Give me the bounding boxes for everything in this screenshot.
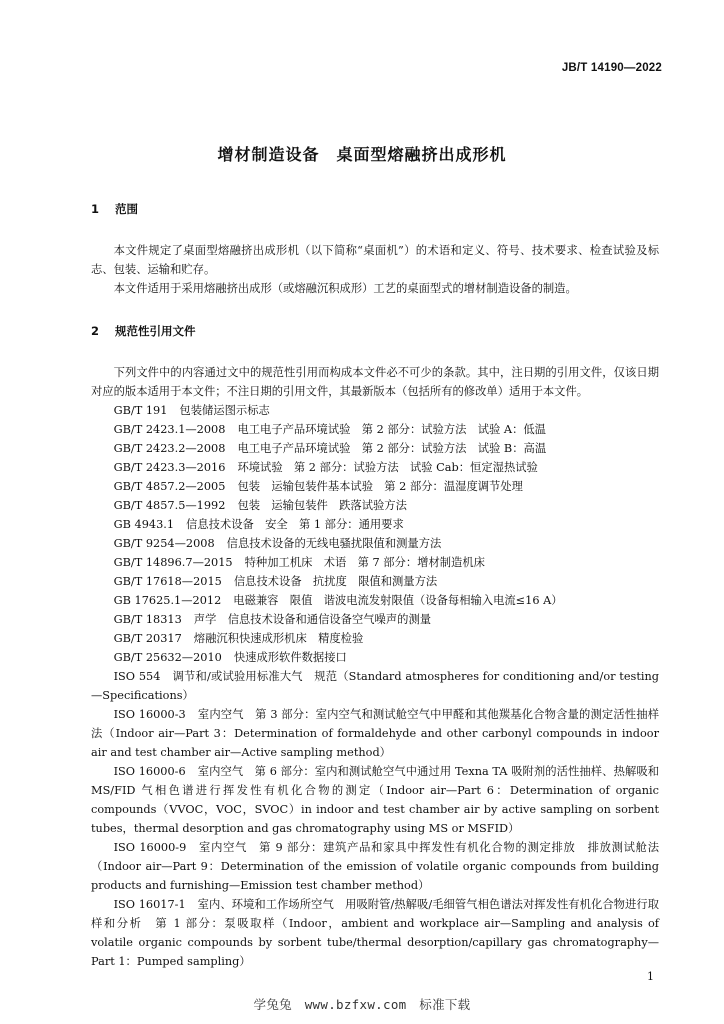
reference-code: ISO 16000-9 xyxy=(113,841,187,854)
reference-title: 室内空气 第 3 部分：室内空气和测试舱空气中甲醛和其他羰基化合物含量的测定活性抽样法（Indoor air—Part 3：Determination of formaldehyde and other carbonyl compounds in indoor air and test chamber air—Active sampling method） xyxy=(91,708,660,759)
reference-item xyxy=(91,572,659,591)
reference-title: 包装 运输包装件基本试验 第 2 部分：温湿度调节处理 xyxy=(237,480,523,493)
reference-item xyxy=(91,496,659,515)
watermark: 学兔兔 www.bzfxw.com 标准下载 xyxy=(253,997,471,1012)
reference-code: ISO 16017-1 xyxy=(113,898,186,911)
section-number: 2 xyxy=(91,324,100,338)
reference-item xyxy=(91,439,659,458)
reference-title: 室内空气 第 9 部分：建筑产品和家具中挥发性有机化合物的测定排放 排放测试舱法（Indoor air—Part 9：Determination of the emission of volatile organic compounds from building products and furnishing—Emission test chamber method） xyxy=(91,841,660,892)
reference-item xyxy=(91,838,659,895)
reference-code: GB 17625.1—2012 xyxy=(113,594,222,607)
paragraph: 本文件规定了桌面型熔融挤出成形机（以下简称“桌面机”）的术语和定义、符号、技术要求、检查试验及标志、包装、运输和贮存。 xyxy=(91,244,659,276)
reference-item xyxy=(91,401,659,420)
reference-item xyxy=(91,667,659,705)
reference-code: GB/T 17618—2015 xyxy=(113,575,222,588)
document-title: 增材制造设备 桌面型熔融挤出成形机 xyxy=(217,145,507,164)
reference-title: 电工电子产品环境试验 第 2 部分：试验方法 试验 A：低温 xyxy=(237,423,546,436)
reference-item xyxy=(91,895,659,971)
section-title: 范围 xyxy=(115,202,139,216)
reference-code: GB/T 4857.5—1992 xyxy=(113,499,226,512)
reference-title: 包装储运图示标志 xyxy=(179,404,270,417)
reference-item xyxy=(91,610,659,629)
paragraph: 本文件适用于采用熔融挤出成形（或熔融沉积成形）工艺的桌面型式的增材制造设备的制造。 xyxy=(113,282,577,295)
reference-code: GB/T 191 xyxy=(113,404,168,417)
reference-code: GB/T 2423.1—2008 xyxy=(113,423,226,436)
reference-title: 信息技术设备 安全 第 1 部分：通用要求 xyxy=(186,518,404,531)
reference-item xyxy=(91,515,659,534)
reference-title: 信息技术设备 抗扰度 限值和测量方法 xyxy=(233,575,438,588)
reference-title: 包装 运输包装件 跌落试验方法 xyxy=(237,499,407,512)
reference-item xyxy=(91,591,659,610)
reference-title: 室内、环境和工作场所空气 用吸附管/热解吸/毛细管气相色谱法对挥发性有机化合物进行取样和分析 第 1 部分：泵吸取样（Indoor，ambient and workplace air—Sampling and analysis of volatile organic compounds by sorbent tube/thermal desorption/capillary gas chromatography—Part 1：Pumped sampling） xyxy=(91,898,659,968)
standard-number: JB/T 14190—2022 xyxy=(561,62,662,74)
reference-code: GB/T 18313 xyxy=(113,613,182,626)
reference-title: 信息技术设备的无线电骚扰限值和测量方法 xyxy=(226,537,442,550)
reference-item xyxy=(91,648,659,667)
reference-title: 环境试验 第 2 部分：试验方法 试验 Cab：恒定湿热试验 xyxy=(237,461,538,474)
reference-title: 电工电子产品环境试验 第 2 部分：试验方法 试验 B：高温 xyxy=(237,442,547,455)
reference-title: 室内空气 第 6 部分：室内和测试舱空气中通过用 Texna TA 吸附剂的活性抽样、热解吸和 MS/FID 气相色谱进行挥发性有机化合物的测定（Indoor air—Part 6：Determination of organic compounds（VVOC，VOC，SVOC）in indoor and test chamber air by active sampling on sorbent tubes，thermal desorption and gas chromatography using MS or MSFID） xyxy=(91,765,660,835)
reference-code: GB/T 2423.2—2008 xyxy=(113,442,226,455)
reference-code: GB/T 4857.2—2005 xyxy=(113,480,226,493)
reference-code: GB/T 14896.7—2015 xyxy=(113,556,233,569)
paragraph: 下列文件中的内容通过文中的规范性引用而构成本文件必不可少的条款。其中，注日期的引用文件，仅该日期对应的版本适用于本文件；不注日期的引用文件，其最新版本（包括所有的修改单）适用于本文件。 xyxy=(91,366,659,398)
reference-item xyxy=(91,629,659,648)
reference-item xyxy=(91,477,659,496)
reference-list xyxy=(91,401,659,971)
reference-code: GB/T 25632—2010 xyxy=(113,651,222,664)
reference-code: ISO 554 xyxy=(113,670,161,683)
reference-code: ISO 16000-6 xyxy=(113,765,186,778)
reference-title: 调节和/或试验用标准大气 规范（Standard atmospheres for conditioning and/or testing—Specifications） xyxy=(91,670,659,702)
reference-title: 快速成形软件数据接口 xyxy=(233,651,347,664)
reference-title: 特种加工机床 术语 第 7 部分：增材制造机床 xyxy=(244,556,485,569)
reference-item xyxy=(91,420,659,439)
reference-title: 电磁兼容 限值 谐波电流发射限值（设备每相输入电流≤16 A） xyxy=(233,594,563,607)
reference-title: 声学 信息技术设备和通信设备空气噪声的测量 xyxy=(193,613,432,626)
reference-code: GB 4943.1 xyxy=(113,518,175,531)
reference-item xyxy=(91,553,659,572)
reference-item xyxy=(91,762,659,838)
section-1-heading xyxy=(91,200,659,219)
reference-item xyxy=(91,705,659,762)
reference-item xyxy=(91,534,659,553)
document-body xyxy=(91,200,659,971)
reference-item xyxy=(91,458,659,477)
reference-code: GB/T 9254—2008 xyxy=(113,537,215,550)
page-number: 1 xyxy=(647,970,654,983)
reference-code: ISO 16000-3 xyxy=(113,708,186,721)
section-title: 规范性引用文件 xyxy=(115,324,196,338)
reference-title: 熔融沉积快速成形机床 精度检验 xyxy=(193,632,364,645)
section-2-heading xyxy=(91,322,659,341)
reference-code: GB/T 2423.3—2016 xyxy=(113,461,226,474)
reference-code: GB/T 20317 xyxy=(113,632,182,645)
section-number: 1 xyxy=(91,202,100,216)
